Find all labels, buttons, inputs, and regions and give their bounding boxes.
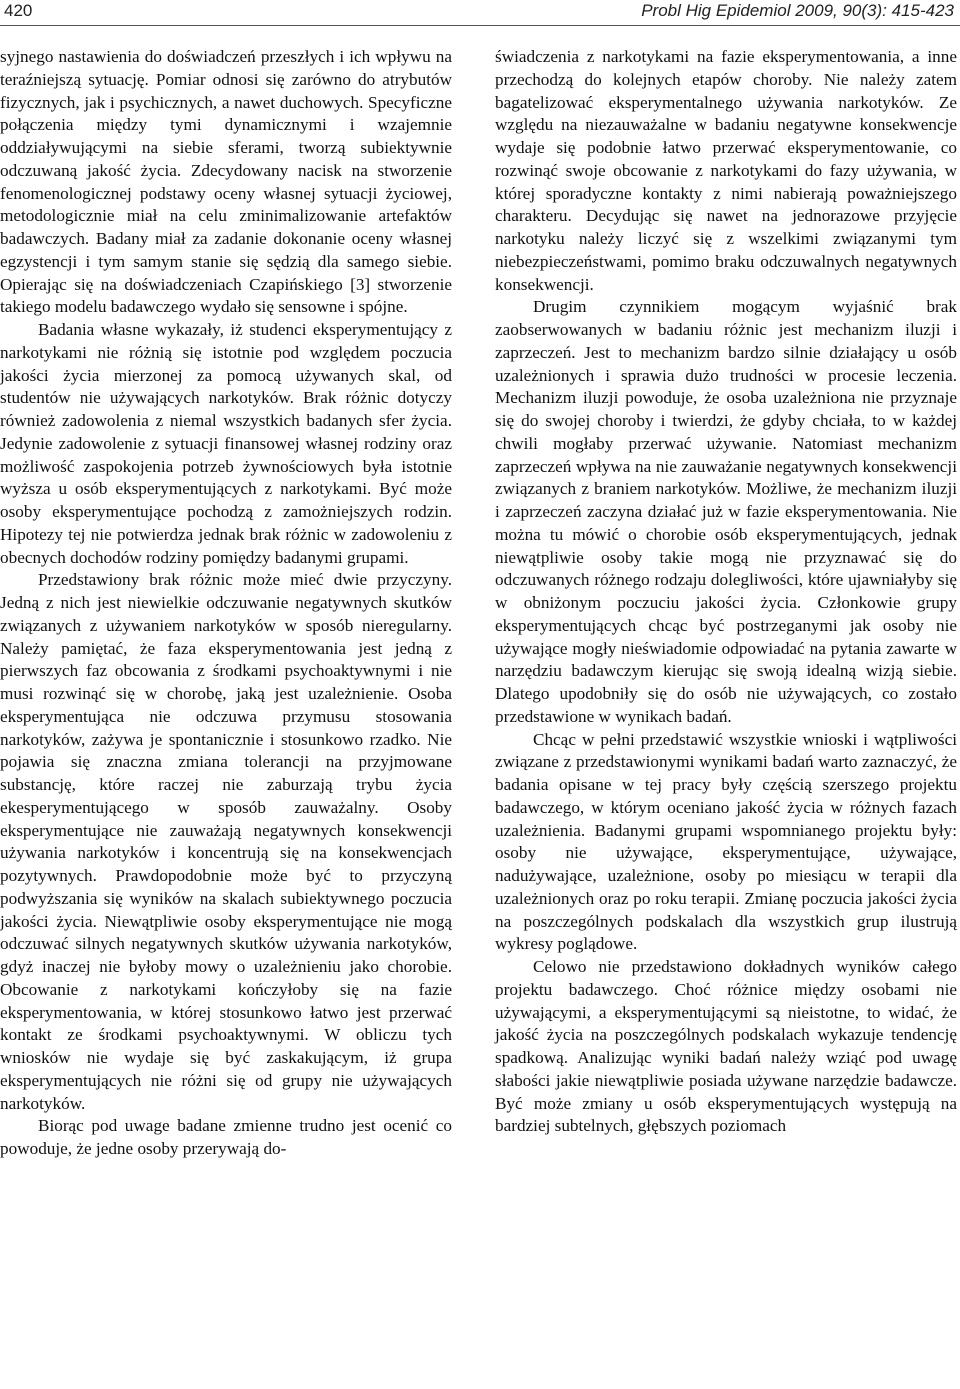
right-column	[495, 46, 957, 1138]
running-header	[0, 0, 960, 26]
left-column	[0, 46, 452, 1161]
paragraph: Biorąc pod uwage badane zmienne trudno jest ocenić co powoduje, że jedne osoby przerywają do-	[0, 1116, 452, 1158]
header-rule	[0, 25, 960, 26]
paragraph: świadczenia z narkotykami na fazie eksperymentowania, a inne przechodzą do kolejnych etapów choroby. Nie należy zatem bagatelizować eksperymentalnego używania narkotyków. Ze względu na niezauważalne w badaniu negatywne konsekwencje wydaje się podobnie łatwo przerwać eksperymentowanie, co rozwinąć swoje obcowanie z narkotykami do fazy używania, w której sporadyczne kontakty z nimi nabierają poważniejszego charakteru. Decydując się nawet na jednorazowe przyjęcie narkotyku należy liczyć się z wszelkimi związanymi tym niebezpieczeństwami, pomimo braku odczuwalnych negatywnych konsekwencji.	[495, 47, 957, 294]
paragraph: Badania własne wykazały, iż studenci eksperymentujący z narkotykami nie różnią się istotnie pod względem poczucia jakości życia mierzonej za pomocą używanych skal, od studentów nie używających narkotyków. Brak różnic dotyczy również zadowolenia z niemal wszystkich badanych sfer życia. Jedynie zadowolenie z sytuacji finansowej własnej rodziny oraz możliwość zaspokojenia potrzeb żywnościowych była istotnie wyższa u osób eksperymentujących z narkotykami. Być może osoby eksperymentujące pochodzą z zamożniejszych rodzin. Hipotezy tej nie potwierdza jednak brak różnic w zadowoleniu z obecnych dochodów rodziny pomiędzy badanymi grupami.	[0, 320, 452, 567]
page-number: 420	[4, 1, 33, 20]
journal-citation: Probl Hig Epidemiol 2009, 90(3): 415-423	[641, 1, 954, 20]
paragraph: Przedstawiony brak różnic może mieć dwie przyczyny. Jedną z nich jest niewielkie odczuwanie negatywnych skutków związanych z używaniem narkotyków w sposób nieregularny. Należy pamiętać, że faza eksperymentowania jest jedną z pierwszych faz obcowania z środkami psychoaktywnymi i nie musi rozwinąć się w chorobę, jaką jest uzależnienie. Osoba eksperymentująca nie odczuwa przymusu stosowania narkotyków, zażywa je spontanicznie i stosunkowo rzadko. Nie pojawia się znaczna zmiana tolerancji na przyjmowane substancję, które raczej nie zaburzają trybu życia ekesperymentującego w sposób zauważalny. Osoby eksperymentujące nie zauważają negatywnych konsekwencji używania narkotyków i koncentrują się na konsekwencjach pozytywnych. Prawdopodobnie może być to przyczyną podwyższania się wyników na skalach subiektywnego poczucia jakości życia. Niewątpliwie osoby eksperymentujące nie mogą odczuwać silnych negatywnych skutków używania narkotyków, gdyż inaczej nie byłoby mowy o uzależnieniu jako chorobie. Obcowanie z narkotykami kończyłoby się na fazie eksperymentowania, w której stosunkowo łatwo jest przerwać kontakt ze środkami psychoaktywnymi. W obliczu tych wniosków nie wydaje się być zaskakującym, iż grupa eksperymentujących nie różni się od grupy nie używających narkotyków.	[0, 570, 452, 1113]
paragraph: Chcąc w pełni przedstawić wszystkie wnioski i wątpliwości związane z przedstawionymi wynikami badań warto zaznaczyć, że badania opisane w tej pracy były częścią szerszego projektu badawczego, w którym oceniano jakość życia w różnych fazach uzależnienia. Badanymi grupami wspomnianego projektu były: osoby nie używające, eksperymentujące, używające, nadużywające, uzależnione, osoby po miesiącu w terapii dla uzależnionych oraz po roku terapii. Zmianę poczucia jakości życia na poszczególnych podskalach dla wszystkich grup ilustrują wykresy poglądowe.	[495, 729, 957, 954]
paragraph: Drugim czynnikiem mogącym wyjaśnić brak zaobserwowanych w badaniu różnic jest mechanizm iluzji i zaprzeczeń. Jest to mechanizm bardzo silnie działający u osób uzależnionych i sprawia dużo trudności w procesie leczenia. Mechanizm iluzji powoduje, że osoba uzależniona nie przyznaje się do swojej choroby i twierdzi, że gdyby chciała, to w każdej chwili mogłaby przerwać używanie. Natomiast mechanizm zaprzeczeń wpływa na nie zauważanie negatywnych konsekwencji związanych z braniem narkotyków. Możliwe, że mechanizm iluzji i zaprzeczeń zaczyna działać już w fazie eksperymentowania. Nie można tu mówić o chorobie osób eksperymentujących, jednak niewątpliwie osoby takie mogą nie przyznawać się do odczuwanych różnego rodzaju dolegliwości, które ujawniałyby się w obniżonym poczuciu jakości życia. Członkowie grupy eksperymentujących chcąc być postrzeganymi jak osoby nie używające mogły nieświadomie odpowiadać na pytania zawarte w narzędziu badawczym kierując się swoją idealną wizją siebie. Dlatego upodobniły się do osób nie używających, co zostało przedstawione w wynikach badań.	[495, 297, 957, 726]
paragraph: Celowo nie przedstawiono dokładnych wyników całego projektu badawczego. Choć różnice między osobami nie używającymi, a eksperymentującymi są nieistotne, to widać, że jakość życia na poszczególnych podskalach wykazuje tendencję spadkową. Analizując wyniki badań należy wziąć pod uwagę słabości jakie niewątpliwie posiada używane narzędzie badawcze. Być może zmiany u osób eksperymentujących występują na bardziej subtelnych, głębszych poziomach	[495, 957, 957, 1136]
paragraph: syjnego nastawienia do doświadczeń przeszłych i ich wpływu na teraźniejszą sytuację. Pomiar odnosi się zarówno do atrybutów fizycznych, jak i psychicznych, a nawet duchowych. Specyficzne połączenia między tymi dynamicznymi i wzajemnie oddziaływującymi na siebie sferami, tworzą subiektywnie odczuwaną jakość życia. Zdecydowany nacisk na stworzenie fenomenologicznej podstawy oceny własnej sytuacji życiowej, metodologicznie miał na celu zminimalizowanie artefaktów badawczych. Badany miał za zadanie dokonanie oceny własnej egzystencji i tym samym stanie się sędzią dla samego siebie. Opierając się na doświadczeniach Czapińskiego [3] stworzenie takiego modelu badawczego wydało się sensowne i spójne.	[0, 47, 452, 317]
